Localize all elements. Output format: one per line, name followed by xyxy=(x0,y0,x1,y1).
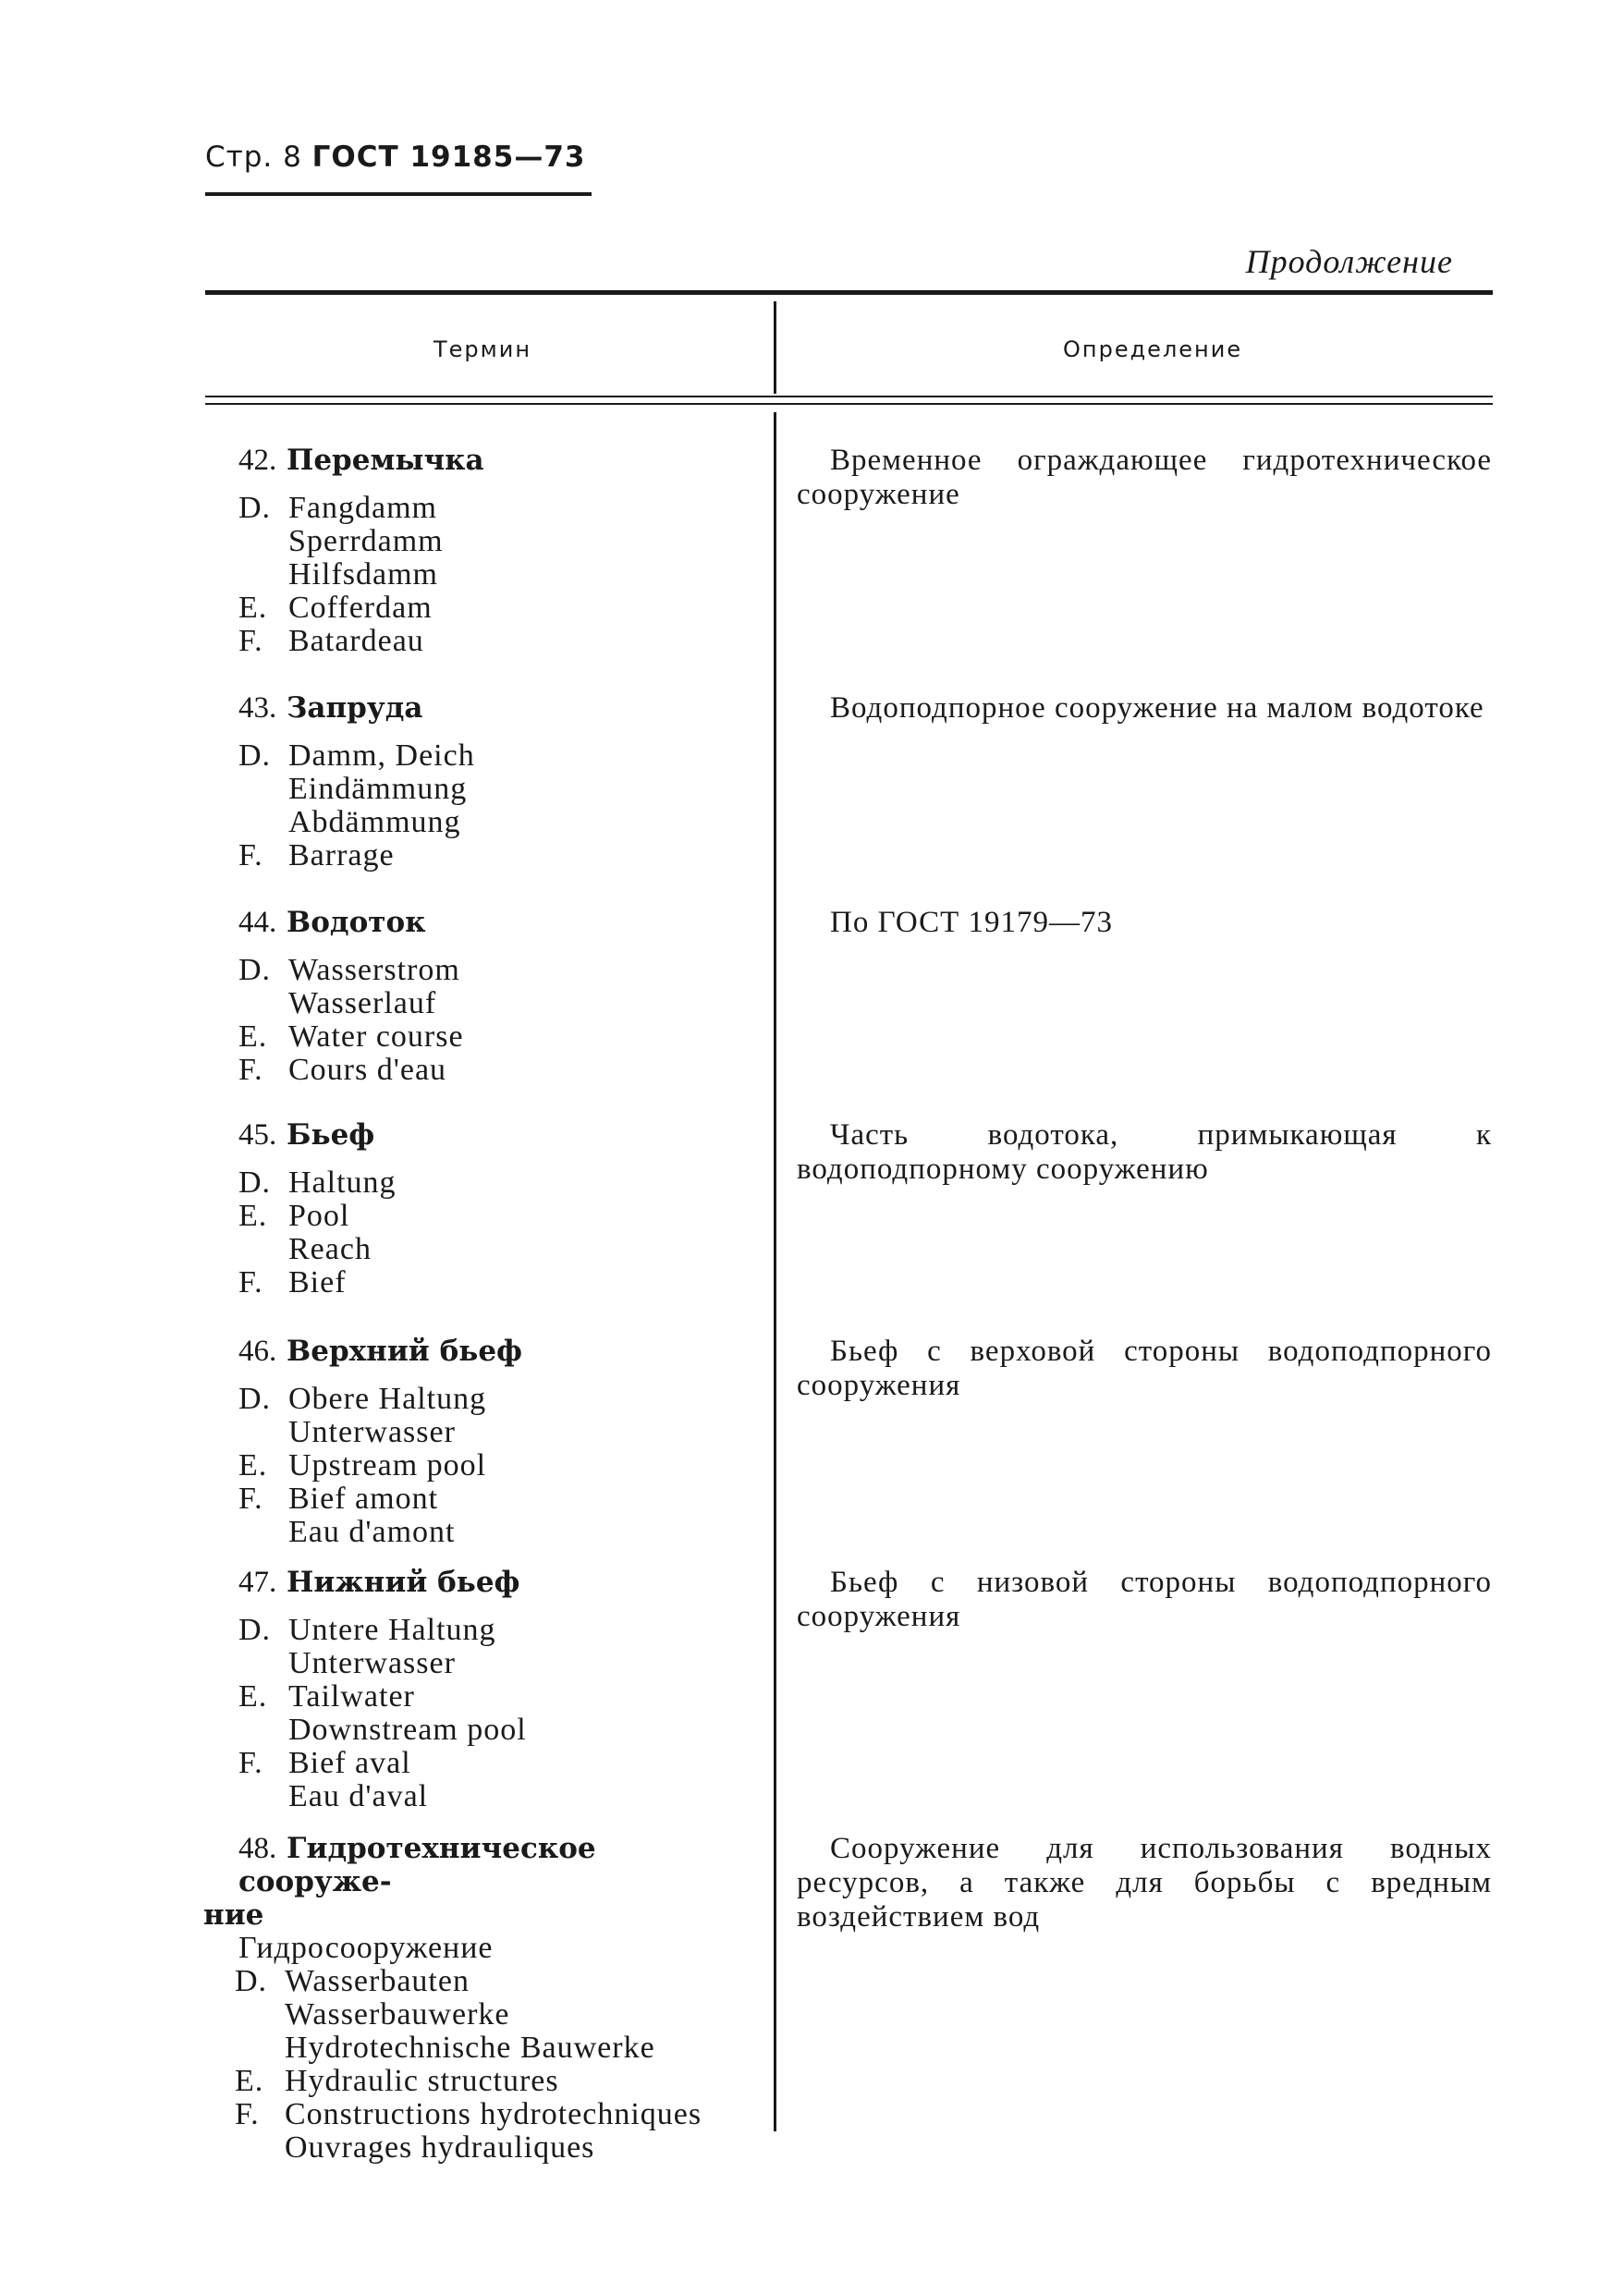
equivalent-line: D. Wasserbauten xyxy=(235,1964,470,1998)
equivalent-line: Wasserlauf xyxy=(288,986,437,1020)
equivalent-line: E. Hydraulic structures xyxy=(235,2064,559,2098)
equivalent-line: Wasserbauwerke xyxy=(285,1997,510,2032)
term-column xyxy=(238,691,765,872)
column-divider-header xyxy=(774,301,776,394)
term-column xyxy=(238,1335,765,1549)
term-definition: Бьеф с верховой стороны водоподпорного сооружения xyxy=(797,1335,1492,1402)
equivalent-line: D. Haltung xyxy=(238,1165,397,1200)
term-definition: Временное ограждающее гидротехническое сооружение xyxy=(797,444,1492,511)
term-number: 48. xyxy=(238,1832,277,1865)
table-header-rule-double xyxy=(205,403,1493,405)
equivalent-line: D. Damm, Deich xyxy=(238,738,475,773)
term-definition: Часть водотока, примыкающая к водоподпорному сооружению xyxy=(797,1118,1492,1186)
term-title xyxy=(238,691,765,725)
term-number: 47. xyxy=(238,1566,277,1599)
equivalent-line: E. Tailwater xyxy=(238,1679,415,1714)
equivalent-line: Abdämmung xyxy=(288,805,461,839)
equivalent-line: F. Barrage xyxy=(238,838,395,872)
term-name: Перемычка xyxy=(287,444,484,477)
equivalent-line: E. Cofferdam xyxy=(238,591,433,625)
continuation-label: Продолжение xyxy=(1245,243,1453,280)
term-title xyxy=(238,1118,765,1152)
alternative-term: Гидросооружение xyxy=(238,1931,494,1965)
term-number: 43. xyxy=(238,691,277,725)
equivalent-line: F. Constructions hydrotechniques xyxy=(235,2097,702,2131)
term-title xyxy=(238,1566,765,1599)
term-title-continuation: ние xyxy=(203,1898,264,1932)
term-number: 44. xyxy=(238,906,277,939)
foreign-equivalents xyxy=(203,1965,730,2165)
equivalent-line: F. Batardeau xyxy=(238,624,424,658)
term-title xyxy=(203,1832,730,1898)
page-header xyxy=(205,140,585,174)
foreign-equivalents xyxy=(238,1166,765,1300)
equivalent-line: Sperrdamm xyxy=(288,524,444,558)
term-name: Нижний бьеф xyxy=(287,1566,520,1599)
header-rule xyxy=(205,192,592,196)
equivalent-line: Hydrotechnische Bauwerke xyxy=(285,2031,655,2065)
page-number: Стр. 8 xyxy=(205,140,302,174)
foreign-equivalents xyxy=(238,1383,765,1549)
term-column xyxy=(238,906,765,1087)
foreign-equivalents xyxy=(238,1614,765,1813)
term-number: 46. xyxy=(238,1335,277,1368)
column-header-term: Термин xyxy=(433,336,532,362)
term-definition: По ГОСТ 19179—73 xyxy=(830,906,1113,939)
term-column xyxy=(238,444,765,658)
term-name: Гидротехническое сооруже- xyxy=(238,1832,596,1898)
equivalent-line: F. Cours d'eau xyxy=(238,1053,447,1087)
column-divider-body xyxy=(774,412,776,2131)
foreign-equivalents xyxy=(238,954,765,1087)
equivalent-line: D. Wasserstrom xyxy=(238,953,460,987)
foreign-equivalents xyxy=(238,492,765,658)
term-number: 42. xyxy=(238,444,277,477)
equivalent-line: D. Obere Haltung xyxy=(238,1382,487,1416)
term-name: Водоток xyxy=(287,906,426,939)
equivalent-line: Reach xyxy=(288,1232,372,1266)
equivalent-line: Downstream pool xyxy=(288,1713,527,1747)
term-name: Запруда xyxy=(287,691,423,725)
equivalent-line: Hilfsdamm xyxy=(288,557,438,592)
term-title xyxy=(238,1335,765,1368)
term-name: Бьеф xyxy=(287,1118,375,1152)
equivalent-line: Unterwasser xyxy=(288,1415,456,1449)
equivalent-line: Eindämmung xyxy=(288,772,468,806)
term-title xyxy=(238,444,765,477)
equivalent-line: E. Water course xyxy=(238,1019,464,1054)
term-definition: Водоподпорное сооружение на малом водотоке xyxy=(830,691,1484,725)
equivalent-line: E. Pool xyxy=(238,1199,350,1233)
term-title xyxy=(238,906,765,939)
equivalent-line: F. Bief xyxy=(238,1265,347,1300)
column-header-definition: Определение xyxy=(1063,336,1243,362)
equivalent-line: D. Fangdamm xyxy=(238,491,437,525)
equivalent-line: Unterwasser xyxy=(288,1646,456,1680)
term-number: 45. xyxy=(238,1118,277,1152)
table-top-rule xyxy=(205,290,1493,295)
equivalent-line: Ouvrages hydrauliques xyxy=(285,2130,595,2165)
foreign-equivalents xyxy=(238,739,765,872)
term-definition: Бьеф с низовой стороны водоподпорного сооружения xyxy=(797,1566,1492,1633)
term-definition: Сооружение для использования водных ресурсов, а также для борьбы с вредным воздействием вод xyxy=(797,1832,1492,1934)
equivalent-line: D. Untere Haltung xyxy=(238,1613,496,1647)
term-column xyxy=(203,1832,730,2165)
standard-code: ГОСТ 19185—73 xyxy=(311,140,586,174)
term-column xyxy=(238,1118,765,1300)
term-name: Верхний бьеф xyxy=(287,1335,522,1368)
equivalent-line: F. Bief amont xyxy=(238,1482,439,1516)
table-header-rule xyxy=(205,396,1493,397)
equivalent-line: F. Bief aval xyxy=(238,1746,411,1780)
equivalent-line: Eau d'amont xyxy=(288,1515,456,1549)
equivalent-line: E. Upstream pool xyxy=(238,1448,487,1483)
equivalent-line: Eau d'aval xyxy=(288,1779,429,1813)
term-column xyxy=(238,1566,765,1813)
